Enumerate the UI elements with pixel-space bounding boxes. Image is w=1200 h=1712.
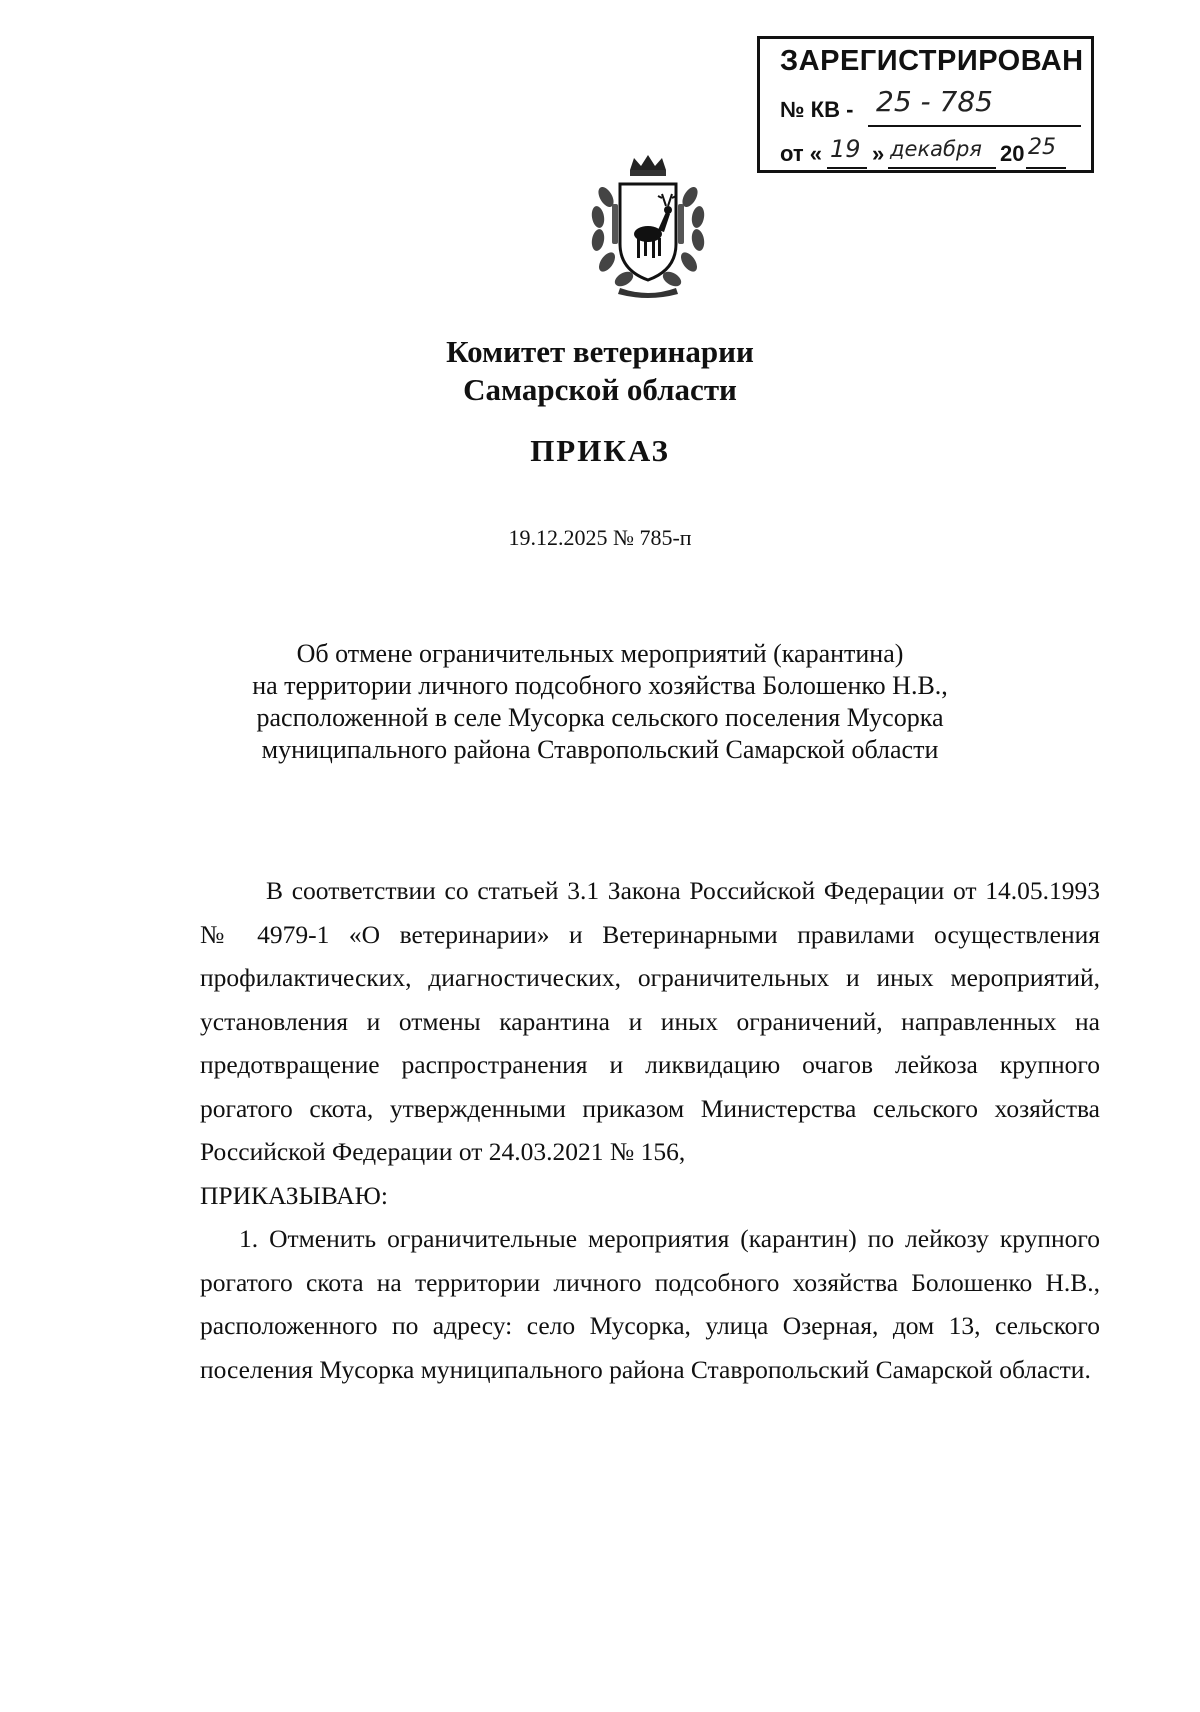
stamp-number-label: № КВ - [780, 97, 854, 122]
organization-name-line-1: Комитет ветеринарии [446, 334, 754, 369]
document-body [200, 869, 1100, 1391]
order-item-1: 1. Отменить ограничительные мероприятия (карантин) по лейкозу крупного рогатого скота на территории личного подсобного хозяйства Болошенко Н.В., расположенного по адресу: село Мусорка, улица Озерная, дом 13, сельского поселения Мусорка муниципального района Ставропольский Самарской области. [200, 1224, 1100, 1384]
title-line-2: на территории личного подсобного хозяйства Болошенко Н.В., [252, 671, 948, 700]
stamp-year-underline [1026, 167, 1066, 169]
title-line-4: муниципального района Ставропольский Самарской области [261, 735, 939, 764]
stamp-day-underline [827, 167, 867, 169]
stamp-month-underline [888, 167, 996, 169]
title-line-1: Об отмене ограничительных мероприятий (карантина) [296, 639, 904, 668]
registration-stamp [757, 36, 1094, 173]
stamp-number-underline [868, 125, 1081, 127]
preamble-paragraph: В соответствии со статьей 3.1 Закона Российской Федерации от 14.05.1993 № 4979-1 «О ветеринарии» и Ветеринарными правилами осуществления профилактических, диагностических, ограничительных и иных мероприятий, установления и отмены карантина и иных ограничений, направленных на предотвращение распространения и ликвидацию очагов лейкоза крупного рогатого скота, утвержденными приказом Министерства сельского хозяйства Российской Федерации от 24.03.2021 № 156, [200, 876, 1100, 1166]
stamp-date-open: от « [780, 141, 823, 166]
document-title [0, 638, 1200, 766]
stamp-date-month-handwritten: декабря [890, 137, 982, 161]
stamp-date-close-quote: » [872, 141, 885, 166]
organization-name-line-2: Самарской области [463, 372, 737, 407]
document-date-number: 19.12.2025 № 785-п [508, 525, 692, 550]
document-type: ПРИКАЗ [530, 433, 670, 468]
title-line-3: расположенной в селе Мусорка сельского поселения Мусорка [256, 703, 944, 732]
stamp-date-year-printed: 20 [1000, 141, 1025, 166]
stamp-date-year-handwritten: 25 [1028, 135, 1056, 160]
stamp-number-handwritten: 25 - 785 [876, 85, 993, 118]
order-word: ПРИКАЗЫВАЮ: [200, 1180, 388, 1210]
stamp-date-day-handwritten: 19 [830, 135, 861, 163]
organization-name [0, 333, 1200, 409]
samara-coat-of-arms-icon [574, 152, 722, 300]
stamp-title: ЗАРЕГИСТРИРОВАН [780, 45, 1084, 77]
